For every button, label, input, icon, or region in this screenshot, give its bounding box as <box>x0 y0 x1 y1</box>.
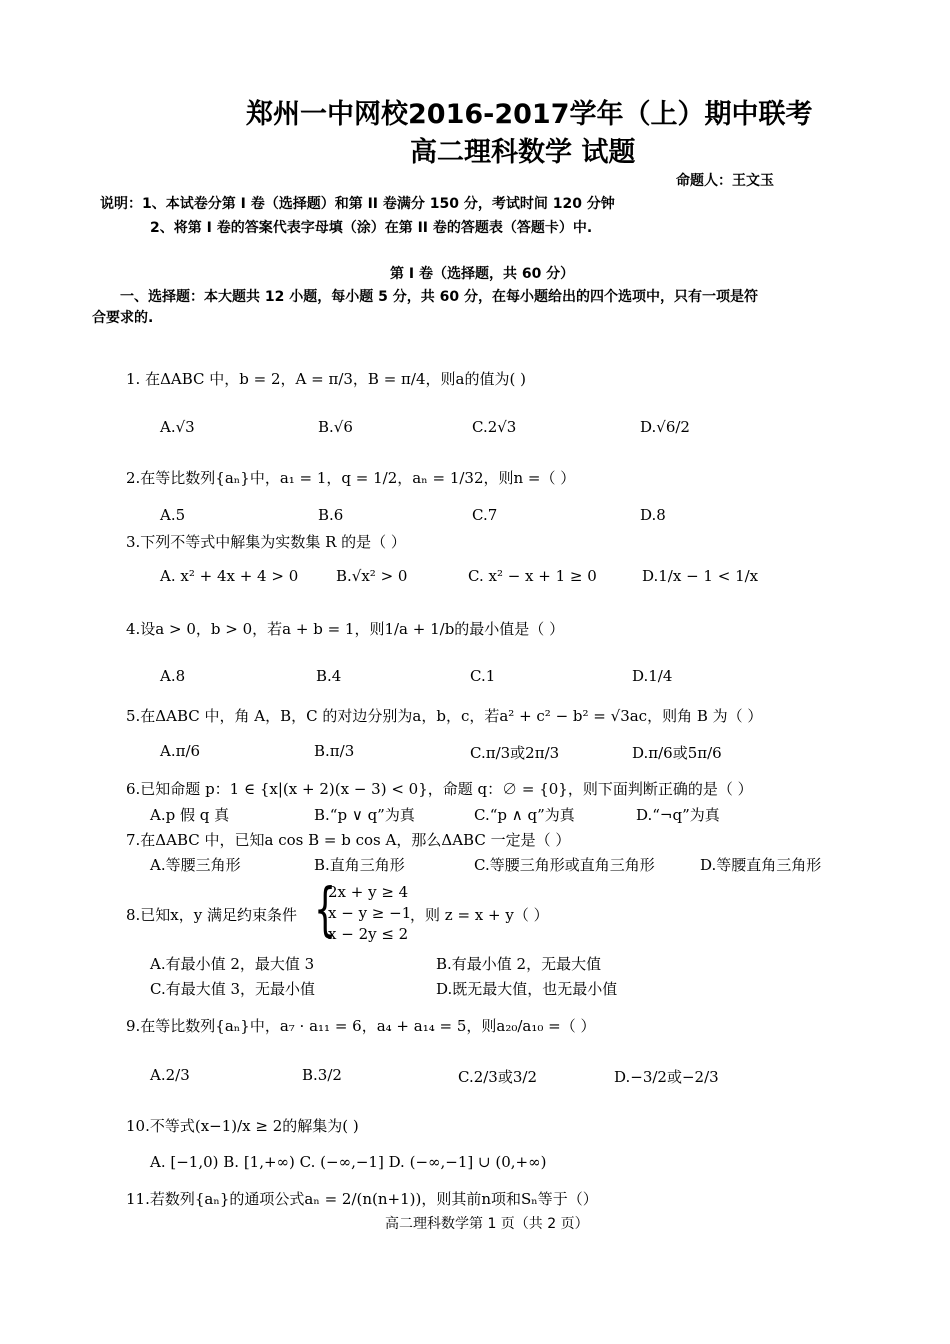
page-footer: 高二理科数学第 1 页（共 2 页） <box>385 1216 589 1232</box>
question-4-option-d: D.1/4 <box>632 667 673 685</box>
question-7-option-a: A.等腰三角形 <box>150 856 241 874</box>
question-10-options: A. [−1,0) B. [1,+∞) C. (−∞,−1] D. (−∞,−1] ∪ (0,+∞) <box>150 1153 547 1171</box>
question-8-option-a: A.有最小值 2，最大值 3 <box>150 955 315 973</box>
author-line: 命题人：王文玉 <box>676 173 774 189</box>
question-8-stem-suffix: ，则 z = x + y（ ） <box>410 906 549 924</box>
question-4-option-c: C.1 <box>470 667 496 685</box>
question-2-stem: 2.在等比数列{aₙ}中，a₁ = 1，q = 1/2，aₙ = 1/32，则n =（ ） <box>126 469 576 487</box>
question-2-option-d: D.8 <box>640 506 666 524</box>
question-6-option-b: B.“p ∨ q”为真 <box>314 806 415 824</box>
question-1-option-b: B.√6 <box>318 418 353 436</box>
section-instruction-2: 合要求的. <box>92 310 154 326</box>
question-9-option-d: D.−3/2或−2/3 <box>614 1068 719 1086</box>
constraint-2: x − y ≥ −1 <box>328 904 412 922</box>
question-3-option-c: C. x² − x + 1 ≥ 0 <box>468 567 597 585</box>
note-line-1: 说明：1、本试卷分第 I 卷（选择题）和第 II 卷满分 150 分，考试时间 120 分钟 <box>100 196 615 212</box>
question-6-option-a: A.p 假 q 真 <box>150 806 230 824</box>
question-5-option-b: B.π/3 <box>314 742 355 760</box>
question-1-stem: 1. 在ΔABC 中，b = 2，A = π/3，B = π/4，则a的值为( ) <box>126 370 526 388</box>
note-line-2: 2、将第 I 卷的答案代表字母填（涂）在第 II 卷的答题表（答题卡）中. <box>150 220 593 236</box>
question-5-option-a: A.π/6 <box>160 742 201 760</box>
question-3-stem: 3.下列不等式中解集为实数集 R 的是（ ） <box>126 533 406 551</box>
question-4-stem: 4.设a > 0，b > 0，若a + b = 1，则1/a + 1/b的最小值是（ ） <box>126 620 565 638</box>
question-1-option-c: C.2√3 <box>472 418 517 436</box>
question-9-option-b: B.3/2 <box>302 1066 342 1084</box>
question-6-option-c: C.“p ∧ q”为真 <box>474 806 575 824</box>
exam-title: 郑州一中网校2016-2017学年（上）期中联考 <box>246 99 813 130</box>
question-11-stem: 11.若数列{aₙ}的通项公式aₙ = 2/(n(n+1))，则其前n项和Sₙ等于（） <box>126 1190 598 1208</box>
question-9-option-c: C.2/3或3/2 <box>458 1068 537 1086</box>
question-3-option-d: D.1/x − 1 < 1/x <box>642 567 759 585</box>
question-3-option-a: A. x² + 4x + 4 > 0 <box>160 567 299 585</box>
question-8-stem-prefix: 8.已知x，y 满足约束条件 <box>126 906 298 924</box>
question-8-option-c: C.有最大值 3，无最小值 <box>150 980 316 998</box>
constraint-1: 2x + y ≥ 4 <box>328 883 409 901</box>
question-1-option-d: D.√6/2 <box>640 418 690 436</box>
question-2-option-a: A.5 <box>160 506 186 524</box>
question-6-stem: 6.已知命题 p：1 ∈ {x|(x + 2)(x − 3) < 0}，命题 q：∅ = {0}，则下面判断正确的是（ ） <box>126 780 753 798</box>
question-5-option-c: C.π/3或2π/3 <box>470 744 560 762</box>
question-2-option-b: B.6 <box>318 506 344 524</box>
section-instruction-1: 一、选择题：本大题共 12 小题，每小题 5 分，共 60 分，在每小题给出的四个选项中，只有一项是符 <box>120 289 758 305</box>
constraint-brace: { <box>314 875 337 943</box>
exam-subtitle: 高二理科数学 试题 <box>410 137 636 168</box>
question-4-option-a: A.8 <box>160 667 186 685</box>
question-8-option-b: B.有最小值 2，无最大值 <box>436 955 602 973</box>
question-3-option-b: B.√x² > 0 <box>336 567 408 585</box>
question-5-stem: 5.在ΔABC 中，角 A，B，C 的对边分别为a，b，c，若a² + c² − b² = √3ac，则角 B 为（ ） <box>126 707 763 725</box>
question-8-option-d: D.既无最大值，也无最小值 <box>436 980 618 998</box>
question-1-option-a: A.√3 <box>160 418 195 436</box>
question-4-option-b: B.4 <box>316 667 342 685</box>
question-2-option-c: C.7 <box>472 506 498 524</box>
question-5-option-d: D.π/6或5π/6 <box>632 744 722 762</box>
question-7-option-c: C.等腰三角形或直角三角形 <box>474 856 655 874</box>
constraint-3: x − 2y ≤ 2 <box>328 925 409 943</box>
question-6-option-d: D.“¬q”为真 <box>636 806 720 824</box>
question-10-stem: 10.不等式(x−1)/x ≥ 2的解集为( ) <box>126 1117 359 1135</box>
question-7-option-b: B.直角三角形 <box>314 856 405 874</box>
question-7-stem: 7.在ΔABC 中，已知a cos B = b cos A，那么ΔABC 一定是（ ） <box>126 831 571 849</box>
question-9-stem: 9.在等比数列{aₙ}中，a₇ · a₁₁ = 6，a₄ + a₁₄ = 5，则a₂₀/a₁₀ =（ ） <box>126 1017 596 1035</box>
section-heading: 第 I 卷（选择题，共 60 分） <box>390 266 575 282</box>
question-9-option-a: A.2/3 <box>150 1066 190 1084</box>
question-7-option-d: D.等腰直角三角形 <box>700 856 822 874</box>
